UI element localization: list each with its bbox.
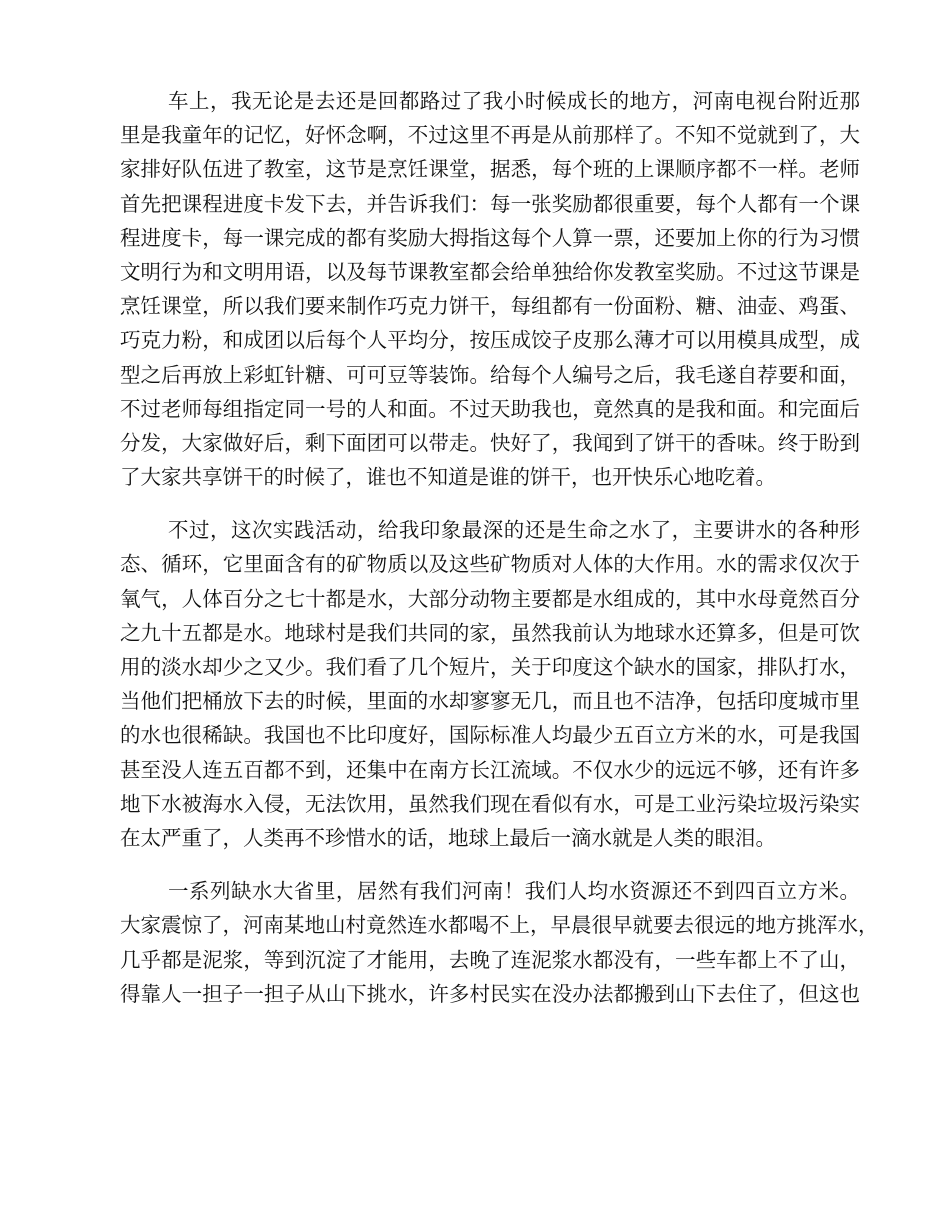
document-body <box>120 84 879 1011</box>
text-line: 当他们把桶放下去的时候，里面的水却寥寥无几，而且也不洁净，包括印度城市里 <box>120 689 860 714</box>
text-line: 用的淡水却少之又少。我们看了几个短片，关于印度这个缺水的国家，排队打水， <box>120 655 860 679</box>
text-line: 巧克力粉，和成团以后每个人平均分，按压成饺子皮那么薄才可以用模具成型，成 <box>120 328 860 353</box>
text-line: 家排好队伍进了教室，这节是烹饪课堂，据悉，每个班的上课顺序都不一样。老师 <box>120 157 860 182</box>
text-line: 首先把课程进度卡发下去，并告诉我们：每一张奖励都很重要，每个人都有一个课 <box>120 191 860 216</box>
text-line: 了大家共享饼干的时候了，谁也不知道是谁的饼干，也开快乐心地吃着。 <box>120 465 776 490</box>
text-line: 甚至没人连五百都不到，还集中在南方长江流域。不仅水少的远远不够，还有许多 <box>120 757 860 782</box>
text-line: 分发，大家做好后，剩下面团可以带走。快好了，我闻到了饼干的香味。终于盼到 <box>120 430 860 455</box>
text-line: 地下水被海水入侵，无法饮用，虽然我们现在看似有水，可是工业污染垃圾污染实 <box>120 791 860 816</box>
text-line: 型之后再放上彩虹针糖、可可豆等装饰。给每个人编号之后，我毛遂自荐要和面， <box>120 362 860 387</box>
text-line: 在太严重了，人类再不珍惜水的话，地球上最后一滴水就是人类的眼泪。 <box>120 825 776 850</box>
paragraph-henan-water-shortage <box>120 874 879 1011</box>
text-line: 的水也很稀缺。我国也不比印度好，国际标准人均最少五百立方米的水，可是我国 <box>120 723 860 748</box>
text-line: 几乎都是泥浆，等到沉淀了才能用，去晚了连泥浆水都没有，一些车都上不了山， <box>120 947 860 972</box>
text-line: 不过，这次实践活动，给我印象最深的还是生命之水了，主要讲水的各种形 <box>168 518 860 543</box>
paragraph-baking-class <box>120 84 860 494</box>
text-line: 文明行为和文明用语，以及每节课教室都会给单独给你发教室奖励。不过这节课是 <box>120 259 860 284</box>
text-line: 态、循环，它里面含有的矿物质以及这些矿物质对人体的大作用。水的需求仅次于 <box>120 552 860 577</box>
text-line: 车上，我无论是去还是回都路过了我小时候成长的地方，河南电视台附近那 <box>168 89 860 113</box>
text-line: 氧气，人体百分之七十都是水，大部分动物主要都是水组成的，其中水母竟然百分 <box>120 586 860 611</box>
text-line: 程进度卡，每一课完成的都有奖励大拇指这每个人算一票，还要加上你的行为习惯 <box>120 225 860 250</box>
paragraph-water-of-life <box>120 513 860 855</box>
text-line: 一系列缺水大省里，居然有我们河南！我们人均水资源还不到四百立方米。 <box>168 879 860 904</box>
text-line: 得靠人一担子一担子从山下挑水，许多村民实在没办法都搬到山下去住了，但这也 <box>120 981 860 1006</box>
text-line: 大家震惊了，河南某地山村竟然连水都喝不上，早晨很早就要去很远的地方挑浑水， <box>120 913 879 938</box>
text-line: 里是我童年的记忆，好怀念啊，不过这里不再是从前那样了。不知不觉就到了，大 <box>120 123 860 148</box>
text-line: 之九十五都是水。地球村是我们共同的家，虽然我前认为地球水还算多，但是可饮 <box>120 620 860 645</box>
text-line: 不过老师每组指定同一号的人和面。不过天助我也，竟然真的是我和面。和完面后 <box>120 396 860 421</box>
text-line: 烹饪课堂，所以我们要来制作巧克力饼干，每组都有一份面粉、糖、油壶、鸡蛋、 <box>120 294 860 319</box>
